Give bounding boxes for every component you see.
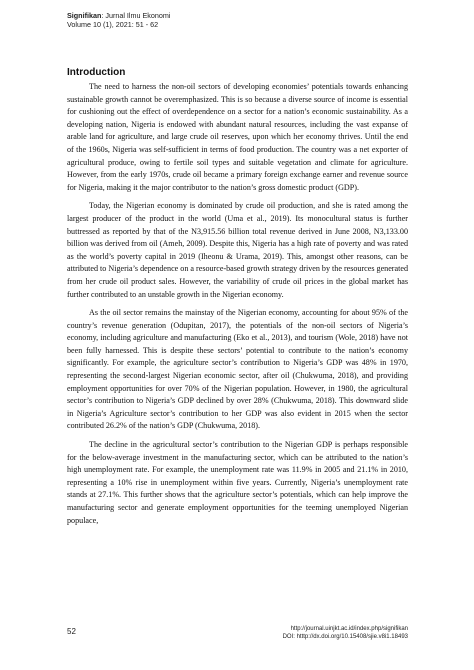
journal-url-link[interactable]: http://journal.uinjkt.ac.id/index.php/signifikan bbox=[290, 626, 408, 632]
paragraph-3: As the oil sector remains the mainstay of the Nigerian economy, accounting for about 95% of the country’s revenue generation (Odupitan, 2017), the potentials of the non-oil sectors of Nigeria’s economy, including agriculture and manufacturing (Eko et al., 2013), and tourism (Wole, 2018) have not been fully harnessed. This is despite these sectors’ potential to contribute to the nation’s economy significantly. For example, the agriculture sector’s contribution to Nigeria’s GDP was 48% in 1970, representing the second-largest Nigerian economic sector, after oil (Chukwuma, 2018), and providing employment opportunities for over 70% of the Nigerian population. However, in 1980, the agricultural sector’s contribution to Nigeria’s GDP declined by over 28% (Chukwuma, 2018). This downward slide in Nigeria’s Agriculture sector’s contribution to her GDP was also evident in 2015 when the sector contributed 26.2% of the nation’s GDP (Chukwuma, 2018). bbox=[67, 308, 408, 431]
journal-subtitle: : Jurnal Ilmu Ekonomi bbox=[101, 11, 171, 20]
paragraph-1: The need to harness the non-oil sectors of developing economies’ potentials towards enhancing sustainable growth cannot be overemphasized. This is so because a diverse source of income is essential for cushioning out the effect of overdependence on a sector for a nation’s economic sustainability. As a developing nation, Nigeria is endowed with abundant natural resources, including the vast expanse of arable land for agriculture, and large crude oil reserves, upon which her economy thrives. Until the end of the 1960s, Nigeria was self-sufficient in terms of food production. The country was a net exporter of agricultural produce, owing to fertile soil types and suitable vegetation and climate for agriculture. However, from the early 1970s, crude oil became a primary foreign exchange earner and revenue source for Nigeria, making it the major contributor to the nation’s gross domestic product (GDP). bbox=[67, 82, 408, 192]
footer-links bbox=[283, 625, 408, 641]
journal-name: Signifikan bbox=[67, 11, 102, 20]
doi-link[interactable]: DOI: htttp://dx.doi.org/10.15408/sjie.v8i1.18493 bbox=[282, 634, 408, 640]
journal-header bbox=[67, 11, 170, 29]
journal-volume: Volume 10 (1), 2021: 51 - 62 bbox=[67, 20, 159, 29]
article-body bbox=[67, 81, 408, 527]
journal-title-line bbox=[67, 11, 170, 20]
page-number: 52 bbox=[67, 627, 76, 636]
paragraph-2: Today, the Nigerian economy is dominated by crude oil production, and she is rated among the largest producer of the product in the world (Uma et al., 2019). Its monocultural status is further buttressed as reported by that of the N3,915.56 billion total revenue derived in June 2008, N3,133.00 billion was derived from oil (Ameh, 2009). Despite this, Nigeria has a high rate of poverty and was rated as the world’s poverty capital in 2019 (Iheonu & Urama, 2019). This, amongst other reasons, can be attributed to Nigeria’s dependence on a resource-based growth strategy driven by the resources generated from her crude oil product sales. However, the variability of crude oil prices in the global market has further contributed to an unstable growth in the Nigerian economy. bbox=[67, 201, 408, 299]
paragraph-4: The decline in the agricultural sector’s contribution to the Nigerian GDP is perhaps responsible for the below-average investment in the manufacturing sector, which can be attributed to the nation’s high unemployment rate. For example, the unemployment rate was 11.9% in 2005 and 21.1% in 2010, representing a 10% rise in unemployment within five years. Currently, Nigeria’s unemployment rate stands at 27.1%. This further shows that the agriculture sector’s potentials, which can help improve the manufacturing sector and generate employment opportunities for the teeming unemployed Nigerian populace, bbox=[67, 440, 408, 525]
section-title: Introduction bbox=[67, 67, 126, 78]
